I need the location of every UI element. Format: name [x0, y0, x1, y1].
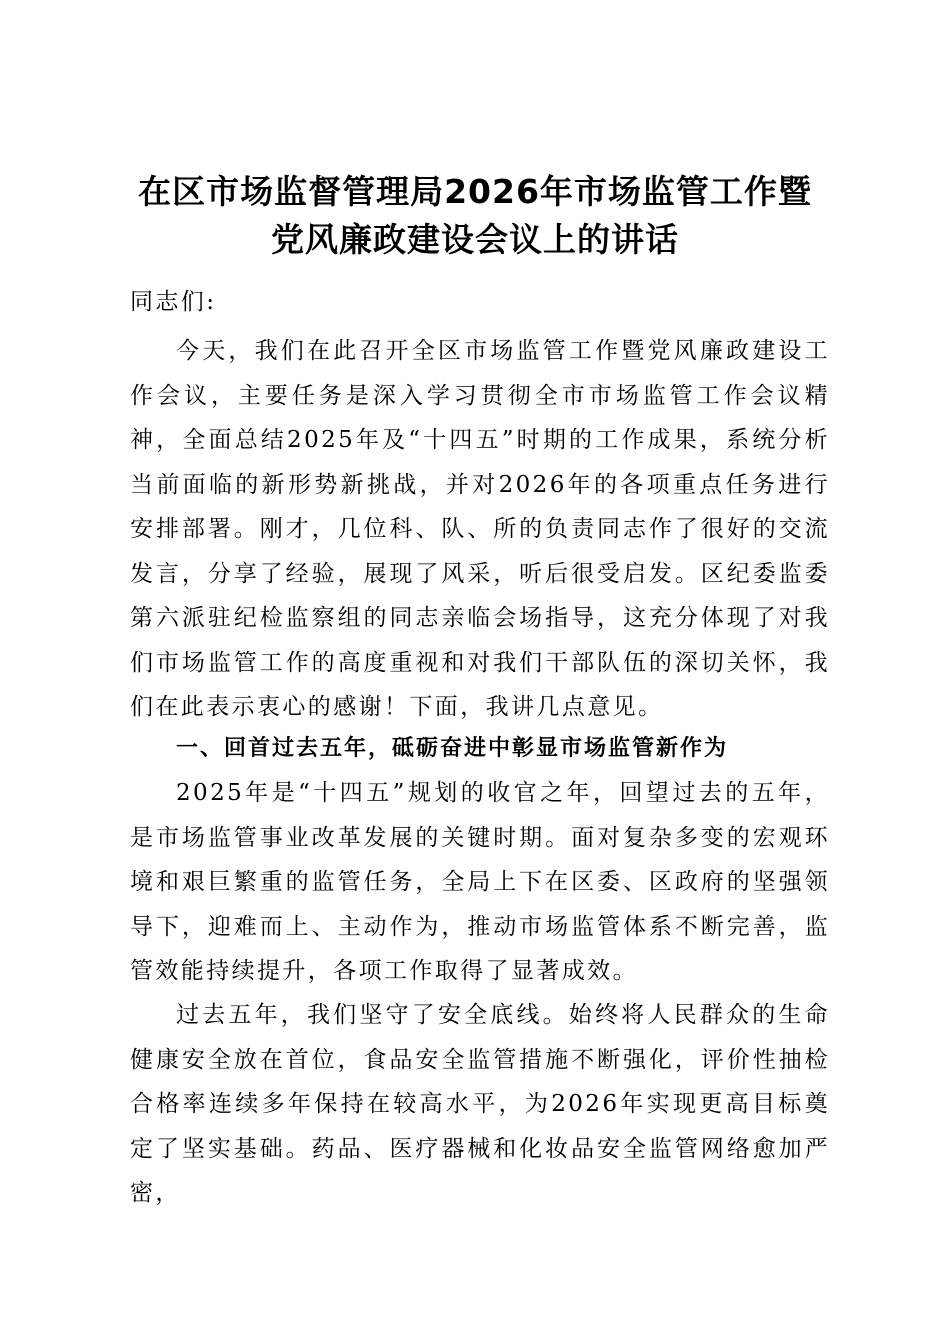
paragraph-safety: 过去五年，我们坚守了安全底线。始终将人民群众的生命健康安全放在首位，食品安全监管措施不断强化，评价性抽检合格率连续多年保持在较高水平，为2026年实现更高目标奠定了坚实基础。药品、医疗器械和化妆品安全监管网络愈加严密，: [130, 1002, 830, 1206]
paragraph-opening: 今天，我们在此召开全区市场监管工作暨党风廉政建设工作会议，主要任务是深入学习贯彻全市市场监管工作会议精神，全面总结2025年及“十四五”时期的工作成果，系统分析当前面临的新形势新挑战，并对2026年的各项重点任务进行安排部署。刚才，几位科、队、所的负责同志作了很好的交流发言，分享了经验，展现了风采，听后很受启发。区纪委监委第六派驻纪检监察组的同志亲临会场指导，这充分体现了对我们市场监管工作的高度重视和对我们干部队伍的深切关怀，我们在此表示衷心的感谢！下面，我讲几点意见。: [130, 338, 830, 720]
paragraph-review: 2025年是“十四五”规划的收官之年，回望过去的五年，是市场监管事业改革发展的关键时期。面对复杂多变的宏观环境和艰巨繁重的监管任务，全局上下在区委、区政府的坚强领导下，迎难而上、主动作为，推动市场监管体系不断完善，监管效能持续提升，各项工作取得了显著成效。: [130, 780, 830, 984]
document-title-line-1: 在区市场监督管理局2026年市场监管工作暨: [138, 172, 812, 211]
document-title-line-2: 党风廉政建设会议上的讲话: [271, 220, 679, 259]
section-heading-1: 一、回首过去五年，砥砺奋进中彰显市场监管新作为: [176, 736, 729, 761]
salutation: 同志们:: [130, 289, 217, 315]
